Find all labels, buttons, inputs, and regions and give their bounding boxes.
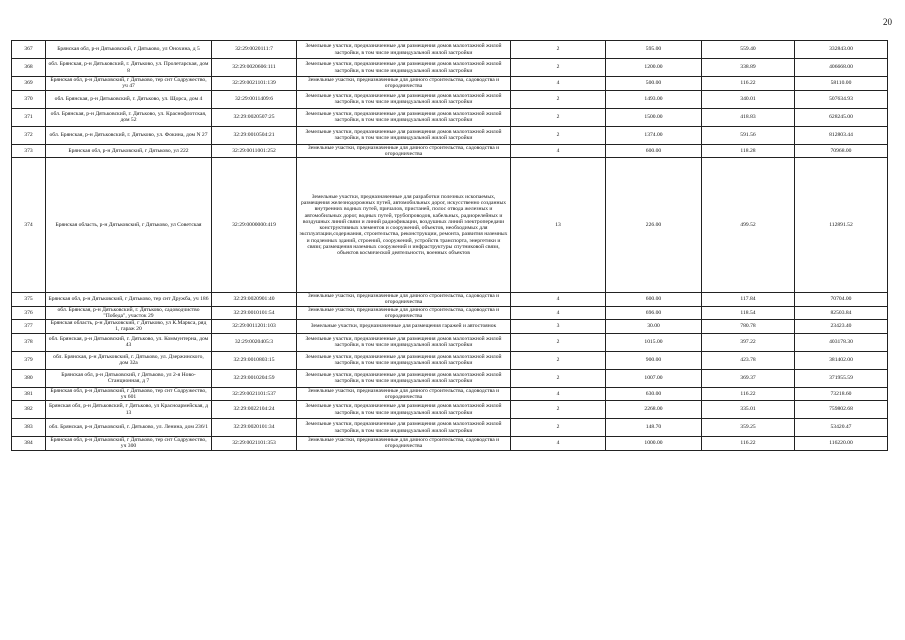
address-cell: обл. Брянская, р-н Дятьковский, г. Дятьково, ул. Краснофлотская, дом 52 — [46, 108, 212, 126]
land-use-cell: Земельные участки, предназначенные для размещения домов малоэтажной жилой застройки, в том числе индивидуальной жилой застройки — [297, 351, 511, 369]
area-cell: 1007.00 — [606, 369, 702, 387]
specific-value-cell: 340.01 — [702, 90, 795, 108]
specific-value-cell: 117.84 — [702, 293, 795, 307]
cadastral-value-cell: 70704.00 — [795, 293, 888, 307]
group-code-cell: 4 — [511, 387, 606, 401]
cadastral-number-cell: 32:29:0010101:54 — [212, 306, 297, 320]
cadastral-number-cell: 32:29:0020507:25 — [212, 108, 297, 126]
area-cell: 1015.00 — [606, 333, 702, 351]
cadastral-value-table — [11, 40, 888, 451]
cadastral-number-cell: 32:29:0011409:6 — [212, 90, 297, 108]
row-number: 379 — [12, 351, 46, 369]
specific-value-cell: 116.22 — [702, 387, 795, 401]
group-code-cell: 2 — [511, 419, 606, 437]
area-cell: 630.00 — [606, 387, 702, 401]
cadastral-value-cell: 381402.00 — [795, 351, 888, 369]
row-number: 376 — [12, 306, 46, 320]
cadastral-value-cell: 23423.40 — [795, 320, 888, 334]
group-code-cell: 3 — [511, 320, 606, 334]
land-use-cell: Земельные участки, предназначенные для дачного строительства, садоводства и огородничества — [297, 77, 511, 91]
row-number: 374 — [12, 158, 46, 293]
table-row — [12, 369, 888, 387]
cadastral-number-cell: 32:29:0021101:353 — [212, 437, 297, 451]
address-cell: обл. Брянская, р-н Дятьковский, г. Дятьково, ул. Щорса, дом 4 — [46, 90, 212, 108]
cadastral-number-cell: 32:29:0021101:139 — [212, 77, 297, 91]
cadastral-number-cell: 32:29:0000000:419 — [212, 158, 297, 293]
group-code-cell: 2 — [511, 59, 606, 77]
cadastral-value-cell: 759802.68 — [795, 401, 888, 419]
cadastral-number-cell: 32:29:0021101:537 — [212, 387, 297, 401]
area-cell: 1493.00 — [606, 90, 702, 108]
specific-value-cell: 499.52 — [702, 158, 795, 293]
specific-value-cell: 338.89 — [702, 59, 795, 77]
area-cell: 595.00 — [606, 41, 702, 59]
row-number: 369 — [12, 77, 46, 91]
cadastral-number-cell: 32:29:0020606:111 — [212, 59, 297, 77]
area-cell: 226.00 — [606, 158, 702, 293]
group-code-cell: 2 — [511, 401, 606, 419]
specific-value-cell: 369.37 — [702, 369, 795, 387]
group-code-cell: 2 — [511, 126, 606, 144]
table-row — [12, 419, 888, 437]
specific-value-cell: 118.54 — [702, 306, 795, 320]
address-cell: обл. Брянская, р-н Дятьковский, г. Дятьково, садоводчиство "Победа", участок 29 — [46, 306, 212, 320]
table-row — [12, 437, 888, 451]
area-cell: 500.00 — [606, 77, 702, 91]
row-number: 371 — [12, 108, 46, 126]
table-row — [12, 387, 888, 401]
address-cell: Брянская обл, р-н Дятьковский, г Дятьково, тер снт Содружество, уч 601 — [46, 387, 212, 401]
area-cell: 1500.00 — [606, 108, 702, 126]
cadastral-number-cell: 32:29:0020111:7 — [212, 41, 297, 59]
group-code-cell: 4 — [511, 144, 606, 158]
area-cell: 600.00 — [606, 293, 702, 307]
address-cell: Брянская обл, р-н Дятьковский, г Дятьково, ул Онохина, д 5 — [46, 41, 212, 59]
table-row — [12, 59, 888, 77]
group-code-cell: 13 — [511, 158, 606, 293]
table-row — [12, 126, 888, 144]
row-number: 377 — [12, 320, 46, 334]
specific-value-cell: 780.78 — [702, 320, 795, 334]
area-cell: 1374.00 — [606, 126, 702, 144]
specific-value-cell: 397.22 — [702, 333, 795, 351]
cadastral-number-cell: 32:29:0010204:59 — [212, 369, 297, 387]
table-row — [12, 158, 888, 293]
row-number: 368 — [12, 59, 46, 77]
land-use-cell: Земельные участки, предназначенные для размещения домов малоэтажной жилой застройки, в том числе индивидуальной жилой застройки — [297, 126, 511, 144]
table-row — [12, 306, 888, 320]
address-cell: обл. Брянская, р-н Дятьковский, г. Дятьково, ул. Дзержинского, дом 32а — [46, 351, 212, 369]
land-use-cell: Земельные участки, предназначенные для размещения домов малоэтажной жилой застройки, в том числе индивидуальной жилой застройки — [297, 419, 511, 437]
land-use-cell: Земельные участки, предназначенные для дачного строительства, садоводства и огородничества — [297, 437, 511, 451]
cadastral-number-cell: 32:29:0010803:15 — [212, 351, 297, 369]
table-row — [12, 108, 888, 126]
row-number: 384 — [12, 437, 46, 451]
table-row — [12, 320, 888, 334]
address-cell: обл. Брянская, р-н Дятьковский, г. Дятьково, ул. Пролетарская, дом 8 — [46, 59, 212, 77]
table-row — [12, 401, 888, 419]
address-cell: обл. Брянская, р-н Дятьковский, г. Дятьково, ул. Коммунтерна, дом 43 — [46, 333, 212, 351]
address-cell: Брянская обл, р-н Дятьковский, г Дятьково, тер снт Содружество, уч 47 — [46, 77, 212, 91]
cadastral-value-cell: 812803.44 — [795, 126, 888, 144]
row-number: 373 — [12, 144, 46, 158]
area-cell: 696.00 — [606, 306, 702, 320]
specific-value-cell: 418.83 — [702, 108, 795, 126]
cadastral-number-cell: 32:29:0022104:24 — [212, 401, 297, 419]
address-cell: обл. Брянская, р-н Дятьковский, г. Дятьково, ул. Ленина, дом 236/1 — [46, 419, 212, 437]
land-use-cell: Земельные участки, предназначенные для размещения домов малоэтажной жилой застройки, в том числе индивидуальной жилой застройки — [297, 90, 511, 108]
land-use-cell: Земельные участки, предназначенные для размещения домов малоэтажной жилой застройки, в том числе индивидуальной жилой застройки — [297, 59, 511, 77]
row-number: 380 — [12, 369, 46, 387]
cadastral-number-cell: 32:29:0011201:103 — [212, 320, 297, 334]
area-cell: 30.00 — [606, 320, 702, 334]
land-use-cell: Земельные участки, предназначенные для размещения гаражей и автостоянок — [297, 320, 511, 334]
address-cell: Брянская обл, р-н Дятьковский, г Дятьково, тер снт Содружество, уч 300 — [46, 437, 212, 451]
specific-value-cell: 359.25 — [702, 419, 795, 437]
specific-value-cell: 423.78 — [702, 351, 795, 369]
land-use-cell: Земельные участки, предназначенные для размещения домов малоэтажной жилой застройки, в том числе индивидуальной жилой застройки — [297, 401, 511, 419]
land-use-cell: Земельные участки, предназначенные для дачного строительства, садоводства и огородничества — [297, 144, 511, 158]
group-code-cell: 2 — [511, 369, 606, 387]
specific-value-cell: 116.22 — [702, 77, 795, 91]
table-row — [12, 144, 888, 158]
cadastral-value-cell: 58110.00 — [795, 77, 888, 91]
cadastral-number-cell: 32:29:0020101:34 — [212, 419, 297, 437]
area-cell: 148.70 — [606, 419, 702, 437]
specific-value-cell: 591.56 — [702, 126, 795, 144]
land-use-cell: Земельные участки, предназначенные для дачного строительства, садоводства и огородничества — [297, 387, 511, 401]
table-row — [12, 333, 888, 351]
area-cell: 2268.00 — [606, 401, 702, 419]
cadastral-value-cell: 371955.59 — [795, 369, 888, 387]
area-cell: 900.00 — [606, 351, 702, 369]
row-number: 375 — [12, 293, 46, 307]
cadastral-number-cell: 32:29:0020405:3 — [212, 333, 297, 351]
area-cell: 600.00 — [606, 144, 702, 158]
cadastral-value-cell: 70968.00 — [795, 144, 888, 158]
cadastral-number-cell: 32:29:0010504:21 — [212, 126, 297, 144]
table-row — [12, 351, 888, 369]
specific-value-cell: 118.28 — [702, 144, 795, 158]
specific-value-cell: 559.40 — [702, 41, 795, 59]
address-cell: Брянская обл, р-н Дятьковский, г Дятьково, ул Красноармейская, д 13 — [46, 401, 212, 419]
cadastral-value-cell: 73218.60 — [795, 387, 888, 401]
cadastral-value-cell: 403178.30 — [795, 333, 888, 351]
row-number: 382 — [12, 401, 46, 419]
table-row — [12, 41, 888, 59]
address-cell: Брянская область, р-н Дятьковский, г Дятьково, ул К.Маркса, ряд 1, гараж 20 — [46, 320, 212, 334]
land-use-cell: Земельные участки, предназначенные для разработки полезных ископаемых, размещения железнодорожных путей, автомобильных дорог, искусственно созданных внутренних водных путей, причалов, пристаней, полос отвода железных и автомобильных дорог, водных путей, трубопроводов, кабельных, радиорелейных и воздушных линий связи и линий радиофикации, воздушных линий электропередачи конструктивных элементов и сооружений, объектов, необходимых для эксплуатации,содержания, строительства, реконструкции, ремонта, развития наземных и подземных зданий, строений, сооружений, устройств транспорта, энергетики и связи; размещения наземных сооружений и инфраструктуры спутниковой связи, объектов космической деятельности, военных объектов — [297, 158, 511, 293]
group-code-cell: 2 — [511, 351, 606, 369]
group-code-cell: 4 — [511, 77, 606, 91]
address-cell: Брянская обл, р-н Дятьковский, г Дятьково, ул 2-я Ново-Станционная, д 7 — [46, 369, 212, 387]
table-row — [12, 90, 888, 108]
land-use-cell: Земельные участки, предназначенные для размещения домов малоэтажной жилой застройки, в том числе индивидуальной жилой застройки — [297, 41, 511, 59]
group-code-cell: 2 — [511, 41, 606, 59]
page-number: 20 — [883, 17, 892, 27]
land-use-cell: Земельные участки, предназначенные для размещения домов малоэтажной жилой застройки, в том числе индивидуальной жилой застройки — [297, 108, 511, 126]
cadastral-number-cell: 32:29:0020901:40 — [212, 293, 297, 307]
cadastral-value-cell: 116220.00 — [795, 437, 888, 451]
cadastral-value-cell: 53420.47 — [795, 419, 888, 437]
row-number: 381 — [12, 387, 46, 401]
table-row — [12, 293, 888, 307]
land-use-cell: Земельные участки, предназначенные для дачного строительства, садоводства и огородничества — [297, 306, 511, 320]
row-number: 378 — [12, 333, 46, 351]
group-code-cell: 2 — [511, 90, 606, 108]
cadastral-value-cell: 406668.00 — [795, 59, 888, 77]
cadastral-value-cell: 112891.52 — [795, 158, 888, 293]
cadastral-value-cell: 82503.84 — [795, 306, 888, 320]
group-code-cell: 2 — [511, 333, 606, 351]
address-cell: Брянская обл, р-н Дятьковский, г Дятьково, тер снт Дружба, уч 186 — [46, 293, 212, 307]
group-code-cell: 4 — [511, 293, 606, 307]
group-code-cell: 4 — [511, 437, 606, 451]
land-use-cell: Земельные участки, предназначенные для размещения домов малоэтажной жилой застройки, в том числе индивидуальной жилой застройки — [297, 369, 511, 387]
cadastral-number-cell: 32:29:0011001:252 — [212, 144, 297, 158]
address-cell: Брянская обл, р-н Дятьковский, г Дятьково, ул 222 — [46, 144, 212, 158]
land-use-cell: Земельные участки, предназначенные для размещения домов малоэтажной жилой застройки, в том числе индивидуальной жилой застройки — [297, 333, 511, 351]
address-cell: Брянская область, р-н Дятьковский, г Дятьково, ул Советская — [46, 158, 212, 293]
table-row — [12, 77, 888, 91]
area-cell: 1000.00 — [606, 437, 702, 451]
cadastral-value-cell: 628245.00 — [795, 108, 888, 126]
land-use-cell: Земельные участки, предназначенные для дачного строительства, садоводства и огородничества — [297, 293, 511, 307]
row-number: 383 — [12, 419, 46, 437]
address-cell: обл. Брянская, р-н Дятьковский, г. Дятьково, ул. Фокина, дом N 27 — [46, 126, 212, 144]
area-cell: 1200.00 — [606, 59, 702, 77]
specific-value-cell: 116.22 — [702, 437, 795, 451]
row-number: 367 — [12, 41, 46, 59]
row-number: 370 — [12, 90, 46, 108]
group-code-cell: 2 — [511, 108, 606, 126]
cadastral-value-cell: 332843.00 — [795, 41, 888, 59]
row-number: 372 — [12, 126, 46, 144]
specific-value-cell: 335.01 — [702, 401, 795, 419]
cadastral-value-cell: 507634.93 — [795, 90, 888, 108]
group-code-cell: 4 — [511, 306, 606, 320]
